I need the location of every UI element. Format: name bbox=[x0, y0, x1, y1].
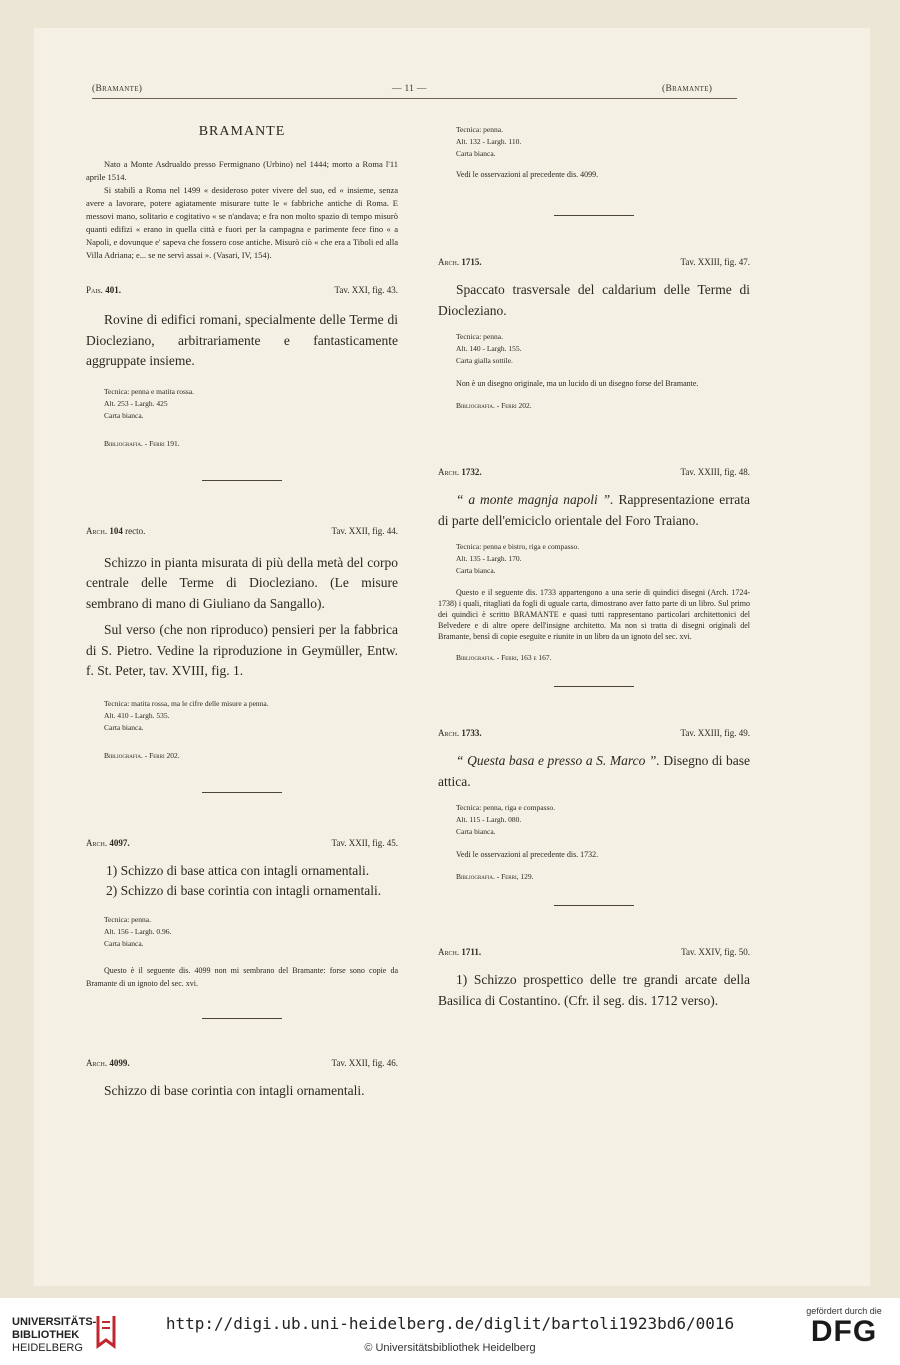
note: Questo e il seguente dis. 1733 appartengono a una serie di quindici disegni (Arch. 1724-1738) i quali, ritagliati da fogli di uguale carta, dimostrano aver fatto parte di un libro. Sul primo dei quindici è scritto BRAMANTE e quasi tutti rappresentano particolari architettonici del Belvedere e di altre opere dell'insigne architetto. Ma non si tratta di disegni originali del Bramante, bensì di copie eseguite e riunite in un libro da un ignoto del sec. xvi. bbox=[438, 588, 750, 641]
technique-block: Tecnica: penna e bistro, riga e compasso. Alt. 135 - Largh. 170. Carta bianca. bbox=[456, 542, 580, 575]
technique-block: Tecnica: penna. Alt. 132 - Largh. 110. Carta bianca. bbox=[456, 125, 522, 158]
quoted-inscription: “ a monte magnja napoli ”. bbox=[456, 492, 614, 507]
entry-heading: Arch. 1715. Tav. XXIII, fig. 47. bbox=[438, 257, 750, 267]
separator bbox=[554, 215, 634, 216]
permalink-url[interactable]: http://digi.ub.uni-heidelberg.de/diglit/bartoli1923bd6/0016 bbox=[165, 1314, 735, 1333]
entry-text: Schizzo di base corintia con intagli ornamentali. bbox=[104, 1082, 365, 1098]
dfg-icon: DFG bbox=[810, 1315, 878, 1348]
entry-text: Sul verso (che non riproduco) pensieri per la fabbrica di S. Pietro. Vedine la riproduzione in Geymüller, Entw. f. St. Peter, tav. XVIII, fig. 1. bbox=[86, 622, 398, 678]
running-header-left: (Bramante) bbox=[92, 84, 143, 94]
bio-paragraph: Si stabilì a Roma nel 1499 « desideroso poter vivere del suo, ed « insieme, senza avere a lavorare, potere agiatamente misurare tutte le « fabbriche antiche di Roma. E messovi mano, solitario e cogitativo « se n'andava; e fra non molto spazio di tempo misurò quanti edifizi « erano in quella città e fuori per la campagna e parimente fece fino « a Napoli, e dovunque e' sapeva che fossero cose antiche. Misurò ciò « che era a Tiboli ed alla Villa Adriana; e... se ne servì assai ». (Vasari, IV, 154). bbox=[86, 185, 398, 260]
entry-text: 2) Schizzo di base corintia con intagli ornamentali. bbox=[106, 883, 382, 898]
right-column bbox=[438, 124, 750, 1011]
technique-block: Tecnica: penna. Alt. 140 - Largh. 155. Carta gialla sottile. bbox=[456, 332, 522, 365]
separator bbox=[202, 480, 282, 481]
entry-text: “ Questa basa e presso a S. Marco ”. Disegno di base attica. bbox=[438, 753, 751, 789]
note: Vedi le osservazioni al precedente dis. 4099. bbox=[456, 170, 599, 179]
separator bbox=[202, 1018, 282, 1019]
dfg-logo[interactable] bbox=[800, 1306, 888, 1348]
entry-heading: Arch. 104 recto. Tav. XXII, fig. 44. bbox=[86, 525, 398, 536]
note: Non è un disegno originale, ma un lucido di un disegno forse del Bramante. bbox=[456, 379, 699, 388]
separator bbox=[202, 792, 282, 793]
separator bbox=[554, 905, 634, 906]
note: Questo è il seguente dis. 4099 non mi sembrano del Bramante: forse sono copie da Bramante di un ignoto del sec. xvi. bbox=[86, 965, 398, 988]
entry-text: “ a monte magnja napoli ”. Rappresentazione errata di parte dell'emiciclo orientale del Foro Traiano. bbox=[438, 492, 750, 528]
entry-heading: Arch. 1711. Tav. XXIV, fig. 50. bbox=[438, 947, 750, 957]
page-number: — 11 — bbox=[392, 84, 427, 94]
entry-heading: Arch. 1733. Tav. XXIII, fig. 49. bbox=[438, 728, 750, 738]
section-title: BRAMANTE bbox=[198, 124, 286, 139]
bibliography: Bibliografia. - Ferri 202. bbox=[104, 750, 180, 760]
running-header-right: (Bramante) bbox=[662, 84, 713, 94]
entry-text: 1) Schizzo prospettico delle tre grandi arcate della Basilica di Costantino. (Cfr. il seg. dis. 1712 verso). bbox=[438, 972, 750, 1008]
library-logo[interactable]: UNIVERSITÄTS- BIBLIOTHEK HEIDELBERG bbox=[12, 1316, 96, 1355]
technique-block: Tecnica: penna, riga e compasso. Alt. 115 - Largh. 080. Carta bianca. bbox=[456, 803, 556, 836]
technique-block: Tecnica: penna. Alt. 156 - Largh. 0.96. Carta bianca. bbox=[104, 914, 172, 948]
entry-heading: Arch. 4099. Tav. XXII, fig. 46. bbox=[86, 1057, 398, 1068]
note: Vedi le osservazioni al precedente dis. 1732. bbox=[456, 850, 599, 859]
copyright-notice: © Universitätsbibliothek Heidelberg bbox=[364, 1342, 536, 1354]
bibliography: Bibliografia. - Ferri 191. bbox=[104, 438, 180, 448]
funder-label: gefördert durch die bbox=[806, 1306, 882, 1316]
bibliography: Bibliografia. - Ferri, 129. bbox=[456, 872, 534, 881]
left-column bbox=[86, 124, 398, 1101]
entry-text: Rovine di edifici romani, specialmente delle Terme di Diocleziano, arbitrariamente e fantasticamente aggruppate insieme. bbox=[86, 312, 398, 368]
entry-heading: Arch. 1732. Tav. XXIII, fig. 48. bbox=[438, 467, 750, 477]
bibliography: Bibliografia. - Ferri, 163 e 167. bbox=[456, 653, 552, 662]
bibliography: Bibliografia. - Ferri 202. bbox=[456, 401, 532, 410]
technique-block: Tecnica: penna e matita rossa. Alt. 253 - Largh. 425 Carta bianca. bbox=[104, 386, 195, 420]
quoted-inscription: “ Questa basa e presso a S. Marco ”. bbox=[456, 753, 660, 768]
entry-heading: Arch. 4097. Tav. XXII, fig. 45. bbox=[86, 837, 398, 848]
viewer-footer bbox=[0, 1298, 900, 1365]
entry-text: Schizzo in pianta misurata di più della metà del corpo centrale delle Terme di Diocleziano. (Le misure sembrano di mano di Giuliano da Sangallo). bbox=[86, 554, 398, 611]
bio-paragraph: Nato a Monte Asdrualdo presso Fermignano (Urbino) nel 1444; morto a Roma l'11 aprile 1514. bbox=[86, 159, 398, 182]
header-rule bbox=[92, 98, 737, 99]
entry-text: Spaccato trasversale del caldarium delle Terme di Diocleziano. bbox=[438, 282, 750, 318]
separator bbox=[554, 686, 634, 687]
technique-block: Tecnica: matita rossa, ma le cifre delle misure a penna. Alt. 410 - Largh. 535. Carta bianca. bbox=[104, 698, 269, 732]
entry-heading: Pais. 401. Tav. XXI, fig. 43. bbox=[86, 285, 398, 295]
entry-text: 1) Schizzo di base attica con intagli ornamentali. bbox=[106, 862, 370, 878]
